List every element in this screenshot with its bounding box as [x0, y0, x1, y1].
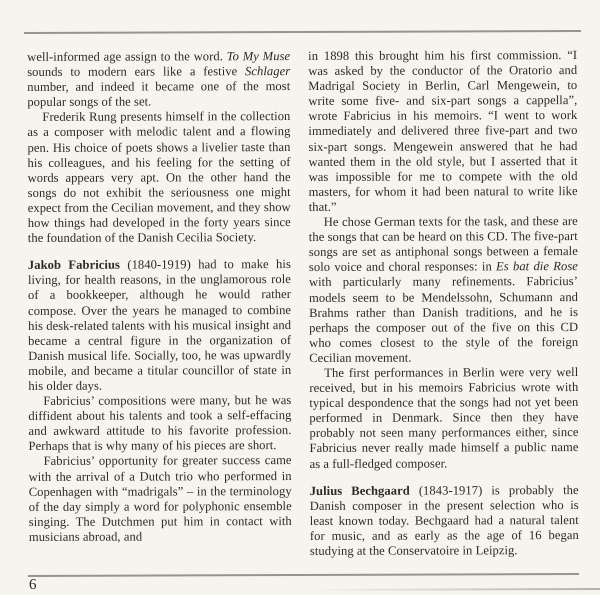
body-text: Fabricius’ compositions were many, but he was diffident about his talents and took a self-effacing and awkward attitude to his favorite profession. Perhaps that is why many of his pieces are short.: [28, 393, 292, 454]
title-italic: Schlager: [245, 64, 291, 79]
composer-name: Jakob Fabricius: [27, 257, 120, 273]
body-text: The first performances in Berlin were very well received, but in his memoirs Fabricius wrote with typical despondence that the songs had not yet been performed in Denmark. Since then they have probably not seen many performances either, since Fabricius never really made himself a public name as a full-fledged composer.: [309, 364, 579, 471]
top-rule: [24, 30, 581, 33]
title-italic: Es bat die Rose: [495, 259, 578, 274]
column-left: [27, 49, 292, 545]
paragraph: [28, 393, 291, 454]
body-text: (1843-1917) is probably the Danish composer in the present selection who is least known today. Bechgaard had a natural talent for music, and as early as the age of 16 began studying at the Conservatoire in Leipzig.: [309, 482, 579, 558]
paragraph: [309, 214, 579, 366]
page-number: 6: [28, 576, 37, 593]
paragraph: [29, 453, 292, 544]
paragraph: [308, 48, 578, 215]
body-text: in 1898 this brought him his first commission. “I was asked by the conductor of the Oratorio and Madrigal Society in Berlin, Carl Mengewein, to write some five- and six-part songs a cappella”, wrote Fabricius in his memoirs. “I went to work immediately and delivered three five-part and two six-part songs. Mengewein answered that he had wanted them in the old style, but I asserted that it was impossible for me to compete with the old masters, for whom it had been natural to write like that.”: [308, 48, 578, 214]
column-right: [308, 48, 579, 559]
scan-edge-shadow: [309, 588, 600, 591]
composer-name: Julius Bechgaard: [309, 483, 410, 498]
paragraph: [27, 49, 290, 110]
paragraph: [28, 257, 291, 394]
body-text: sounds to modern ears like a festive: [27, 64, 246, 80]
body-text: well-informed age assign to the word.: [27, 49, 227, 64]
paragraph: [27, 109, 290, 246]
paragraph: [309, 365, 578, 472]
body-text: number, and indeed it became one of the most popular songs of the set.: [27, 79, 291, 110]
body-text: Frederik Rung presents himself in the collection as a composer with melodic talent and a flowing pen. His choice of poets shows a livelier taste than his colleagues, and his feeling for the setting of words appears very apt. On the other hand the songs do not exhibit the seriousness one might expect from the Cecilian movement, and they show how things had developed in the forty years since the foundation of the Danish Cecilia Society.: [27, 109, 291, 246]
title-italic: To My Muse: [226, 49, 291, 64]
bottom-rule: [28, 573, 579, 576]
body-text: He chose German texts for the task, and these are the songs that can be heard on this CD. The five-part songs are set as antiphonal songs between a female solo voice and choral responses: in: [308, 214, 578, 275]
body-text: with particularly many refinements. Fabricius’ models seem to be Mendelssohn, Schumann and Brahms rather than Danish traditions, and he is perhaps the composer out of the five on this CD who comes closest to the style of the foreign Cecilian movement.: [308, 274, 579, 365]
body-text: Fabricius’ opportunity for greater success came with the arrival of a Dutch trio who performed in Copenhagen with “madrigals” – in the terminology of the day simply a word for polyphonic ensemble singing. The Dutchmen put him in contact with musicians abroad, and: [28, 453, 292, 544]
paragraph: [310, 483, 579, 559]
body-text: (1840-1919) had to make his living, for health reasons, in the unglamorous role of a bookkeeper, although he would rather compose. Over the years he managed to combine his desk-related talents with his musical insight and became a central figure in the organization of Danish musical life. Socially, too, he was upwardly mobile, and became a titular councillor of state in his older days.: [27, 257, 292, 393]
